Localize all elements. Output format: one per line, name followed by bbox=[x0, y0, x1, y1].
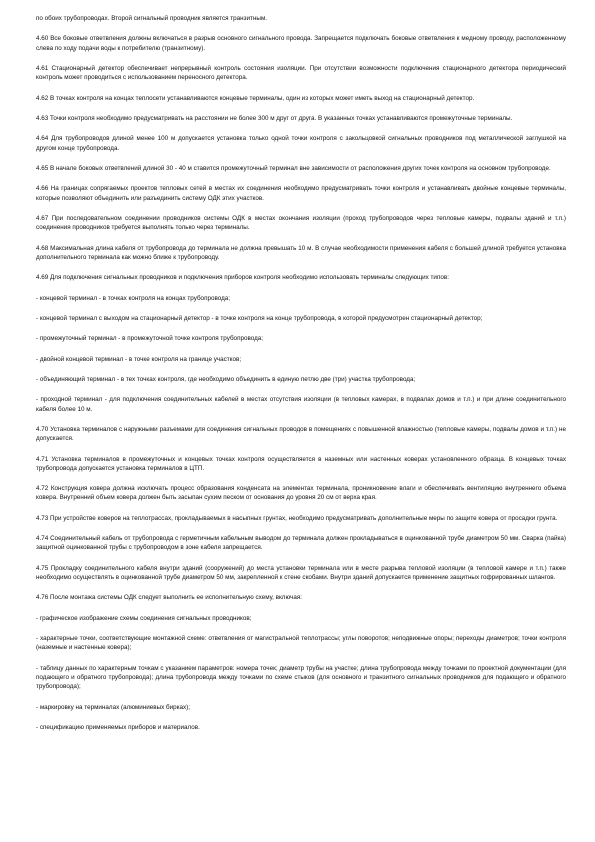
list-item-schema-element: - графическое изображение схемы соединения сигнальных проводников; bbox=[36, 614, 252, 622]
paragraph-4-71: 4.71 Установка терминалов в промежуточных и концевых точках контроля осуществляется в наземных или настенных коверах установленного образца. В концевых точках трубопровода допускается установка терминалов в ЦТП. bbox=[36, 455, 566, 472]
list-item-terminal-type: - концевой терминал - в точках контроля на концах трубопровода; bbox=[36, 294, 231, 302]
paragraph-4-64: 4.64 Для трубопроводов длиной менее 100 м допускается установка только одной точки контроля с закольцовкой сигнальных проводников под металлической заглушкой на другом конце трубопровода. bbox=[36, 135, 566, 152]
paragraph-4-74: 4.74 Соединительный кабель от трубопровода с герметичным кабельным выводом до терминала должен прокладываться в оцинкованной трубе диаметром 50 мм. Сварка (пайка) защитной оцинкованной трубы с трубопроводом в зоне кабеля запрещается. bbox=[36, 535, 566, 552]
paragraph-4-63: 4.63 Точки контроля необходимо предусматривать на расстоянии не более 300 м друг от друга. В указанных точках устанавливаются промежуточные терминалы. bbox=[36, 114, 513, 122]
paragraph-4-62: 4.62 В точках контроля на концах теплосети устанавливаются концевые терминалы, один из которых может иметь выход на стационарный детектор. bbox=[36, 94, 475, 102]
document-body bbox=[36, 14, 566, 743]
paragraph-4-67: 4.67 При последовательном соединении проводников системы ОДК в местах окончания изоляции (проход трубопроводов через тепловые камеры, подвалы зданий и т.п.) соединения проводников требуется выполнять только через терминалы. bbox=[36, 214, 566, 232]
list-item-schema-element: - спецификацию применяемых приборов и материалов. bbox=[36, 723, 200, 731]
paragraph-4-70: 4.70 Установка терминалов с наружными разъемами для соединения сигнальных проводов в помещениях с повышенной влажностью (тепловые камеры, подвалы домов и т.п.) не допускается. bbox=[36, 426, 566, 443]
paragraph-4-69: 4.69 Для подключения сигнальных проводников и подключения приборов контроля необходимо использовать терминалы следующих типов: bbox=[36, 274, 449, 282]
list-item-terminal-type: - двойной концевой терминал - в точке контроля на границе участков; bbox=[36, 355, 242, 363]
list-item-schema-element: - характерные точки, соответствующие монтажной схеме: ответвления от магистральной теплотрассы; углы поворотов; неподвижные опоры; переходы диаметров; точки контроля (наземные и настенные ковера); bbox=[36, 635, 566, 652]
paragraph-4-65: 4.65 В начале боковых ответвлений длиной 30 - 40 м ставится промежуточный терминал вне зависимости от расположения других точек контроля на основном трубопроводе. bbox=[36, 164, 551, 172]
paragraph-4-66: 4.66 На границах сопрягаемых проектов тепловых сетей в местах их соединения необходимо предусматривать точки контроля и устанавливать двойные концевые терминалы, которые позволяют объединить или разъединить систему ОДК этих участков. bbox=[36, 185, 566, 202]
list-item-terminal-type: - концевой терминал с выходом на стационарный детектор - в точке контроля на конце трубопровода, в которой предусмотрен стационарный детектор; bbox=[36, 314, 483, 322]
paragraph-4-76: 4.76 После монтажа системы ОДК следует выполнить ее исполнительную схему, включая: bbox=[36, 594, 302, 602]
paragraph-4-75: 4.75 Прокладку соединительного кабеля внутри зданий (сооружений) до места установки терминала или в месте разрыва тепловой изоляции (в тепловой камере и т.п.) также необходимо осуществлять в оцинкованной трубе диаметром 50 мм, закрепленной к стене скобами. Внутри зданий допускается применение защитных гофрированных шлангов. bbox=[36, 564, 566, 582]
paragraph-continuation: по обоих трубопроводах. Второй сигнальный проводник является транзитным. bbox=[36, 15, 268, 22]
list-item-schema-element: - маркировку на терминалах (алюминиевых бирках); bbox=[36, 703, 191, 711]
paragraph-4-68: 4.68 Максимальная длина кабеля от трубопровода до терминала не должна превышать 10 м. В случае необходимости применения кабеля с большей длиной требуется установка дополнительного терминала как можно ближе к трубопроводу. bbox=[36, 244, 566, 261]
list-item-terminal-type: - промежуточный терминал - в промежуточной точке контроля трубопровода; bbox=[36, 335, 264, 343]
list-item-schema-element: - таблицу данных по характерным точкам с указанием параметров: номера точек; диаметр трубы на участке; длина трубопровода между точками по проектной документации (для подающего и обратного трубопровода); длина трубопровода между точками по схеме стыков (для основного и транзитного сигнальных проводников для подающего и обратного трубопровода); bbox=[36, 664, 566, 691]
paragraph-4-60: 4.60 Все боковые ответвления должны включаться в разрыв основного сигнального провода. Запрещается подключать боковые ответвления к медному проводу, расположенному слева по ходу подачи воды к потребителю (транзитному). bbox=[36, 35, 566, 52]
paragraph-4-61: 4.61 Стационарный детектор обеспечивает непрерывный контроль состояния изоляции. При отсутствии возможности подключения стационарного детектора периодический контроль может проводиться с использованием переносного детектора. bbox=[36, 64, 566, 82]
paragraph-4-73: 4.73 При устройстве коверов на теплотрассах, прокладываемых в насыпных грунтах, необходимо предусматривать дополнительные меры по защите ковера от просадки грунта. bbox=[36, 514, 558, 522]
list-item-terminal-type: - объединяющий терминал - в тех точках контроля, где необходимо объединить в единую петлю две (три) участка трубопровода; bbox=[36, 376, 416, 384]
paragraph-4-72: 4.72 Конструкция ковера должна исключать процесс образования конденсата на элементах терминала, проникновение влаги и обеспечивать вентиляцию внутреннего объема ковера. Внутренний объем ковера должен быть засыпан сухим песком от основания до уровня 20 см от верха края. bbox=[36, 485, 566, 502]
list-item-terminal-type: - проходной терминал - для подключения соединительных кабелей в местах отсутствия изоляции (в тепловых камерах, в подвалах домов и т.п.) и при длине соединительного кабеля более 10 м. bbox=[36, 396, 566, 413]
